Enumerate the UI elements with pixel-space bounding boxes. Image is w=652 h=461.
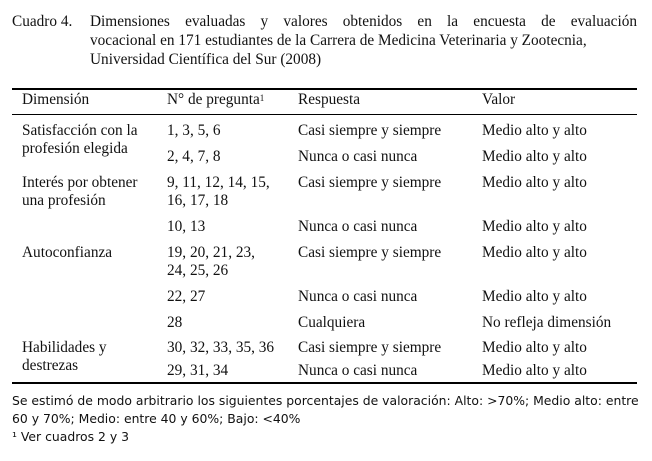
table-notes <box>12 392 642 446</box>
header-bottom-rule <box>12 114 637 115</box>
caption-line-1: Dimensiones evaluadas y valores obtenidos en la encuesta de evaluación <box>90 13 637 30</box>
cell-valor: Medio alto y alto <box>482 288 587 305</box>
header-valor: Valor <box>482 91 516 108</box>
header-pregunta-footnote-mark: 1 <box>259 93 265 103</box>
cell-respuesta: Nunca o casi nunca <box>298 288 418 305</box>
cell-respuesta: Nunca o casi nunca <box>298 148 418 165</box>
cell-preguntas: 22, 27 <box>167 288 206 305</box>
cell-preguntas: 1, 3, 5, 6 <box>167 122 221 139</box>
cell-preguntas: 19, 20, 21, 23, 24, 25, 26 <box>167 244 255 279</box>
cell-respuesta: Cualquiera <box>298 314 366 331</box>
cell-preguntas: 2, 4, 7, 8 <box>167 148 221 165</box>
cell-valor: Medio alto y alto <box>482 148 587 165</box>
cell-respuesta: Casi siempre y siempre <box>298 244 442 261</box>
cell-dimension: Satisfacción con la profesión elegida <box>22 122 138 157</box>
cell-respuesta: Casi siempre y siempre <box>298 174 442 191</box>
cell-valor: Medio alto y alto <box>482 362 587 379</box>
cell-preguntas: 10, 13 <box>167 218 206 235</box>
note-valuation: Se estimó de modo arbitrario los siguientes porcentajes de valoración: Alto: >70%; Medio alto: entre 60 y 70%; Medio: entre 40 y 60%; Bajo: <40% <box>12 393 639 426</box>
caption-line-3: Universidad Científica del Sur (2008) <box>90 51 322 68</box>
cell-dimension: Interés por obtener una profesión <box>22 174 138 209</box>
cell-preguntas: 28 <box>167 314 183 331</box>
table-bottom-rule <box>12 382 637 384</box>
cell-preguntas: 29, 31, 34 <box>167 362 229 379</box>
cell-dimension: Autoconfianza <box>22 244 113 261</box>
header-pregunta <box>167 91 295 109</box>
cell-respuesta: Nunca o casi nunca <box>298 362 418 379</box>
caption-label: Cuadro 4. <box>12 13 73 30</box>
table-caption <box>12 12 637 69</box>
cell-valor: No refleja dimensión <box>482 314 612 331</box>
caption-line-2: vocacional en 171 estudiantes de la Carrera de Medicina Veterinaria y Zootecnia, <box>90 32 587 49</box>
cell-respuesta: Nunca o casi nunca <box>298 218 418 235</box>
cell-valor: Medio alto y alto <box>482 174 587 191</box>
header-pregunta-label: N° de pregunta <box>167 91 260 108</box>
cell-dimension: Habilidades y destrezas <box>22 339 107 374</box>
header-respuesta: Respuesta <box>298 91 361 108</box>
header-dimension: Dimensión <box>22 91 90 108</box>
note-footnote: ¹ Ver cuadros 2 y 3 <box>12 429 129 444</box>
cell-valor: Medio alto y alto <box>482 244 587 261</box>
cell-valor: Medio alto y alto <box>482 339 587 356</box>
cell-valor: Medio alto y alto <box>482 218 587 235</box>
cell-valor: Medio alto y alto <box>482 122 587 139</box>
table-header-row <box>12 91 637 111</box>
table-top-rule <box>12 88 637 90</box>
cell-respuesta: Casi siempre y siempre <box>298 122 442 139</box>
cell-preguntas: 30, 32, 33, 35, 36 <box>167 339 275 356</box>
cell-respuesta: Casi siempre y siempre <box>298 339 442 356</box>
cell-preguntas: 9, 11, 12, 14, 15, 16, 17, 18 <box>167 174 270 209</box>
